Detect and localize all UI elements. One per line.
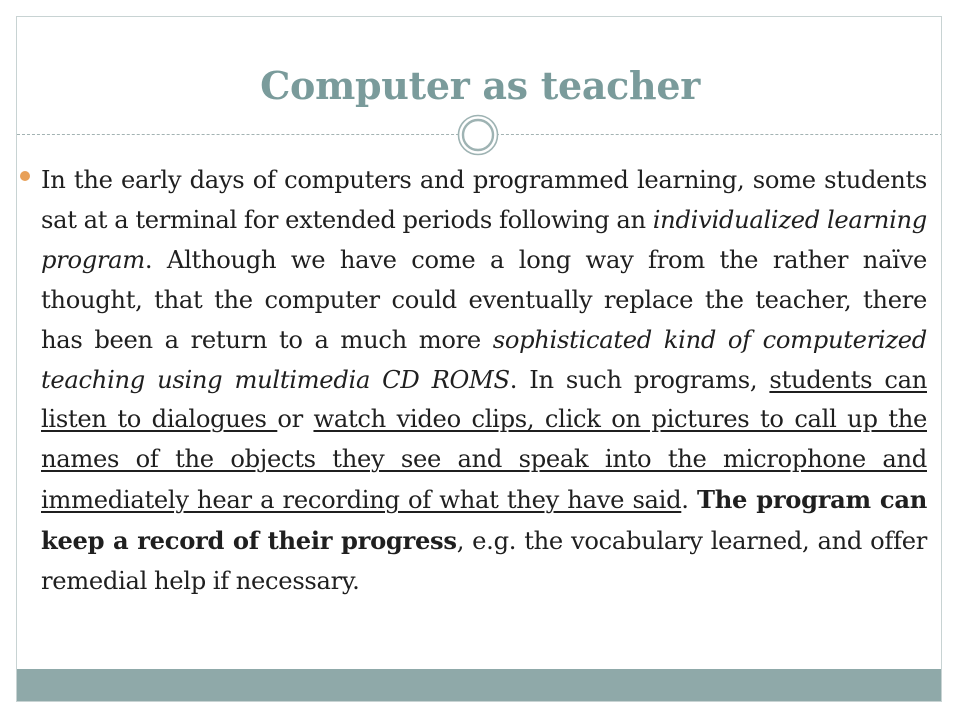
emphasis-text: sophisticated kind of computerized teaching using multimedia CD ROMS <box>41 325 927 394</box>
bullet-dot-icon <box>20 171 30 181</box>
underlined-text: students can listen to dialogues <box>41 365 927 434</box>
body-text: . In such programs, <box>509 365 770 394</box>
slide-frame <box>16 16 942 702</box>
body-text: or <box>277 405 314 434</box>
bold-text: The program can keep a record of their progress <box>41 485 927 556</box>
emphasis-text: individualized learning program <box>41 205 927 274</box>
body-text: , e.g. the vocabulary learned, and offer remedial help if necessary. <box>41 527 927 596</box>
double-circle-icon <box>457 114 499 156</box>
underlined-text: watch video clips, click on pictures to call up the names of the objects they see and speak into the microphone and immediately hear a recording of what they have said <box>41 405 927 515</box>
slide-body-paragraph <box>41 161 927 602</box>
body-text: In the early days of computers and programmed learning, some students sat at a terminal for extended periods following an <box>41 166 927 234</box>
body-text: . <box>681 486 698 515</box>
footer-accent-bar <box>17 669 942 702</box>
body-text: . Although we have come a long way from the rather naïve thought, that the computer could eventually replace the teacher, there has been a return to a much more <box>41 245 927 354</box>
slide-title: Computer as teacher <box>260 63 700 108</box>
